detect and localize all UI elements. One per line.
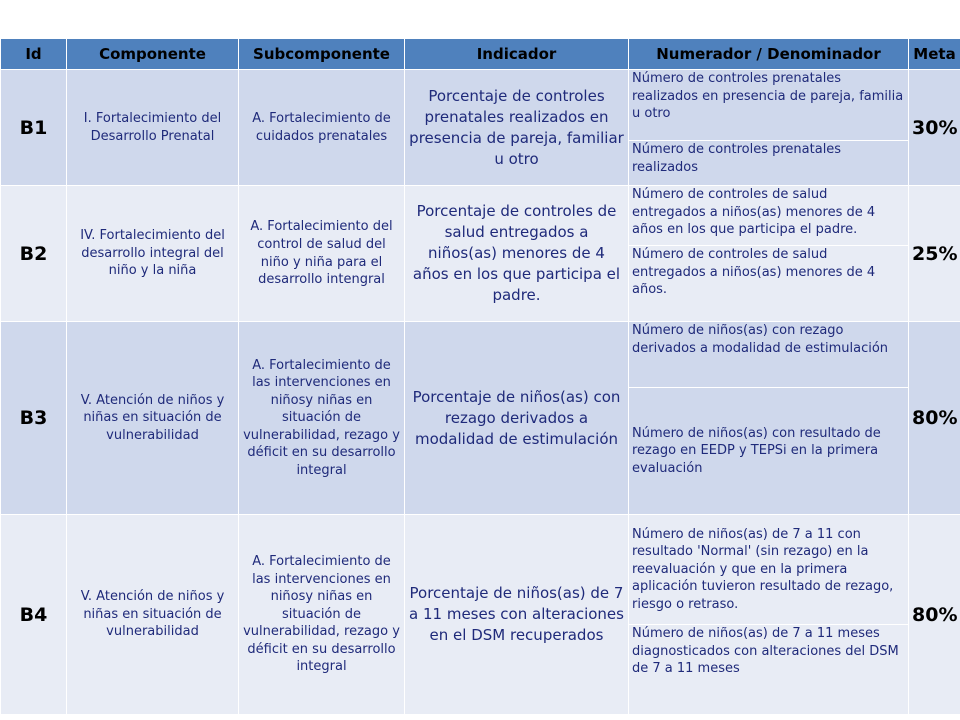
- row-componente: V. Atención de niños y niñas en situación de vulnerabilidad: [67, 515, 239, 715]
- row-indicador: Porcentaje de controles de salud entregados a niños(as) menores de 4 años en los que participa el padre.: [405, 186, 629, 322]
- table-row: [1, 322, 960, 388]
- row-numerador: Número de niños(as) de 7 a 11 con resultado 'Normal' (sin rezago) en la reevaluación y que en la primera aplicación tuvieron resultado de rezago, riesgo o retraso.: [629, 515, 909, 625]
- header-id: Id: [1, 39, 67, 70]
- row-denominador: Número de niños(as) con resultado de rezago en EEDP y TEPSi en la primera evaluación: [629, 388, 909, 515]
- row-id: B3: [1, 322, 67, 515]
- header-numerador-denominador: Numerador / Denominador: [629, 39, 909, 70]
- row-subcomponente: A. Fortalecimiento de las intervenciones en niñosy niñas en situación de vulnerabilidad, rezago y déficit en su desarrollo integral: [239, 322, 405, 515]
- row-indicador: Porcentaje de niños(as) con rezago derivados a modalidad de estimulación: [405, 322, 629, 515]
- indicators-table: [0, 38, 960, 715]
- row-componente: V. Atención de niños y niñas en situación de vulnerabilidad: [67, 322, 239, 515]
- row-denominador: Número de niños(as) de 7 a 11 meses diagnosticados con alteraciones del DSM de 7 a 11 meses: [629, 625, 909, 715]
- row-componente: I. Fortalecimiento del Desarrollo Prenatal: [67, 70, 239, 186]
- header-componente: Componente: [67, 39, 239, 70]
- row-denominador: Número de controles de salud entregados a niños(as) menores de 4 años.: [629, 246, 909, 322]
- row-indicador: Porcentaje de niños(as) de 7 a 11 meses con alteraciones en el DSM recuperados: [405, 515, 629, 715]
- header-meta: Meta: [909, 39, 960, 70]
- row-numerador: Número de niños(as) con rezago derivados a modalidad de estimulación: [629, 322, 909, 388]
- row-subcomponente: A. Fortalecimiento de cuidados prenatales: [239, 70, 405, 186]
- table-row: [1, 515, 960, 625]
- header-row: [1, 39, 960, 70]
- row-componente: IV. Fortalecimiento del desarrollo integral del niño y la niña: [67, 186, 239, 322]
- row-meta: 80%: [909, 322, 960, 515]
- table-row: [1, 186, 960, 246]
- row-numerador: Número de controles de salud entregados a niños(as) menores de 4 años en los que participa el padre.: [629, 186, 909, 246]
- row-meta: 30%: [909, 70, 960, 186]
- table-row: [1, 70, 960, 141]
- header-indicador: Indicador: [405, 39, 629, 70]
- row-subcomponente: A. Fortalecimiento de las intervenciones en niñosy niñas en situación de vulnerabilidad, rezago y déficit en su desarrollo integral: [239, 515, 405, 715]
- header-subcomponente: Subcomponente: [239, 39, 405, 70]
- row-indicador: Porcentaje de controles prenatales realizados en presencia de pareja, familiar u otro: [405, 70, 629, 186]
- row-meta: 80%: [909, 515, 960, 715]
- row-meta: 25%: [909, 186, 960, 322]
- row-id: B4: [1, 515, 67, 715]
- row-denominador: Número de controles prenatales realizados: [629, 141, 909, 186]
- row-subcomponente: A. Fortalecimiento del control de salud del niño y niña para el desarrollo intengral: [239, 186, 405, 322]
- row-id: B1: [1, 70, 67, 186]
- row-numerador: Número de controles prenatales realizados en presencia de pareja, familia u otro: [629, 70, 909, 141]
- row-id: B2: [1, 186, 67, 322]
